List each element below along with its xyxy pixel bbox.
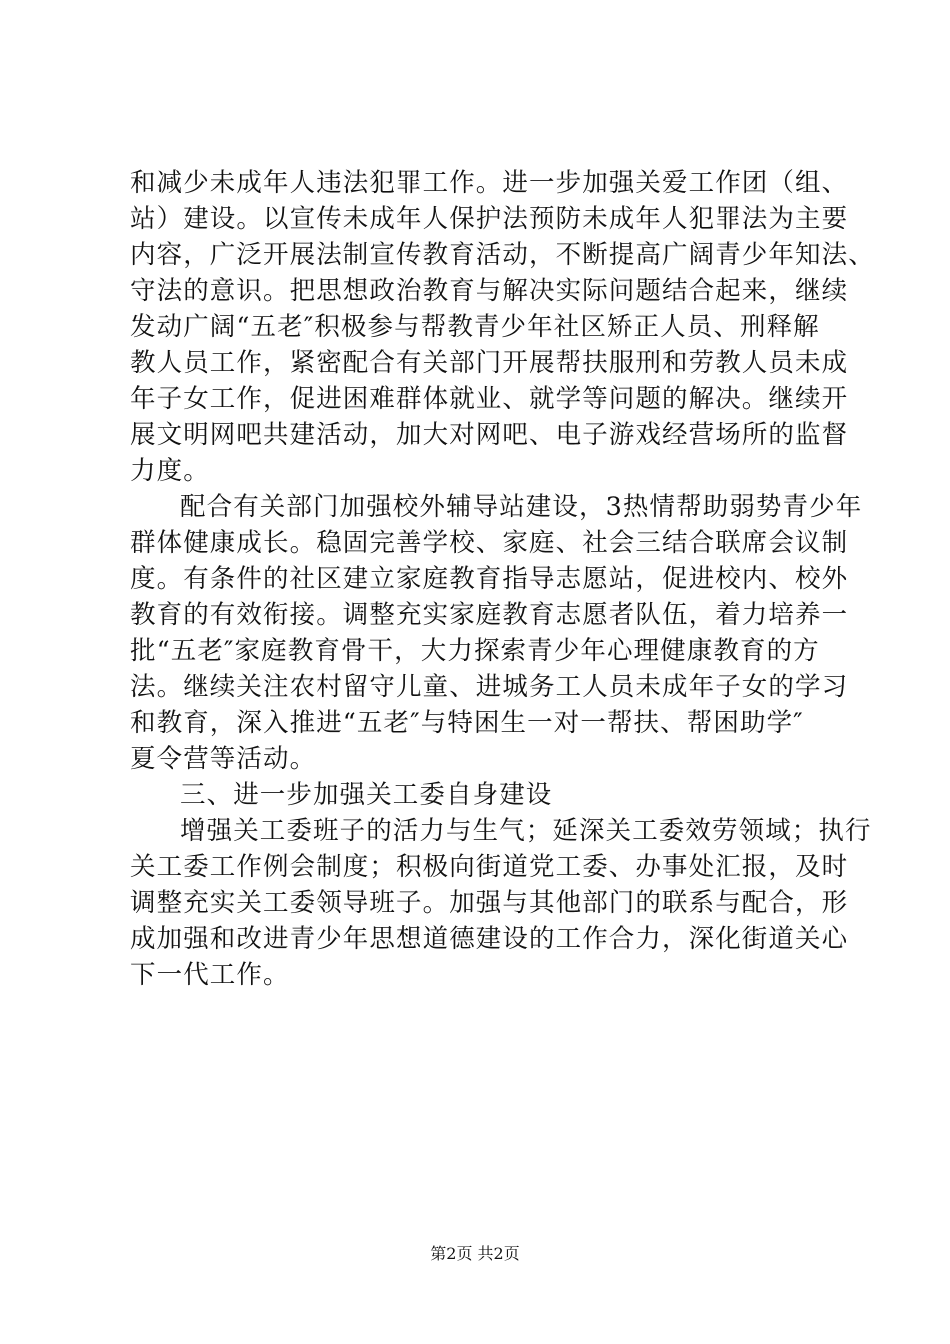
paragraph-start-line: 配合有关部门加强校外辅导站建设，3热情帮助弱势青少年	[180, 492, 863, 522]
text-line-4: 守法的意识。把思想政治教育与解决实际问题结合起来，继续	[130, 276, 849, 306]
text-line-15: 法。继续关注农村留守儿童、进城务工人员未成年子女的学习	[130, 672, 849, 702]
text-line-7: 年子女工作，促进困难群体就业、就学等问题的解决。继续开	[130, 384, 849, 414]
text-line-12: 度。有条件的社区建立家庭教育指导志愿站，促进校内、校外	[130, 564, 849, 594]
text-line-17: 夏令营等活动。	[130, 744, 317, 774]
text-line-1: 和减少未成年人违法犯罪工作。进一步加强关爱工作团（组、	[130, 168, 849, 198]
text-line-9: 力度。	[130, 456, 210, 486]
page-number-label: 第2页 共2页	[430, 1244, 520, 1263]
text-line-21: 调整充实关工委领导班子。加强与其他部门的联系与配合，形	[130, 888, 849, 918]
text-line-23: 下一代工作。	[130, 960, 290, 990]
section-heading: 三、进一步加强关工委自身建设	[180, 780, 553, 810]
text-line-16: 和教育，深入推进“五老″与特困生一对一帮扶、帮困助学″	[130, 708, 804, 738]
text-line-11: 群体健康成长。稳固完善学校、家庭、社会三结合联席会议制	[130, 528, 849, 558]
text-line-5: 发动广阔“五老″积极参与帮教青少年社区矫正人员、刑释解	[130, 312, 820, 342]
paragraph-start-line: 增强关工委班子的活力与生气；延深关工委效劳领域；执行	[180, 816, 872, 846]
text-line-22: 成加强和改进青少年思想道德建设的工作合力，深化街道关心	[130, 924, 849, 954]
text-line-3: 内容，广泛开展法制宣传教育活动，不断提高广阔青少年知法、	[130, 240, 875, 270]
text-line-8: 展文明网吧共建活动，加大对网吧、电子游戏经营场所的监督	[130, 420, 849, 450]
text-line-2: 站）建设。以宣传未成年人保护法预防未成年人犯罪法为主要	[130, 204, 849, 234]
text-line-6: 教人员工作，紧密配合有关部门开展帮扶服刑和劳教人员未成	[130, 348, 849, 378]
text-line-20: 关工委工作例会制度；积极向街道党工委、办事处汇报，及时	[130, 852, 849, 882]
text-line-14: 批“五老″家庭教育骨干，大力探索青少年心理健康教育的方	[130, 636, 820, 666]
text-line-13: 教育的有效衔接。调整充实家庭教育志愿者队伍，着力培养一	[130, 600, 849, 630]
page-footer	[0, 1244, 950, 1264]
